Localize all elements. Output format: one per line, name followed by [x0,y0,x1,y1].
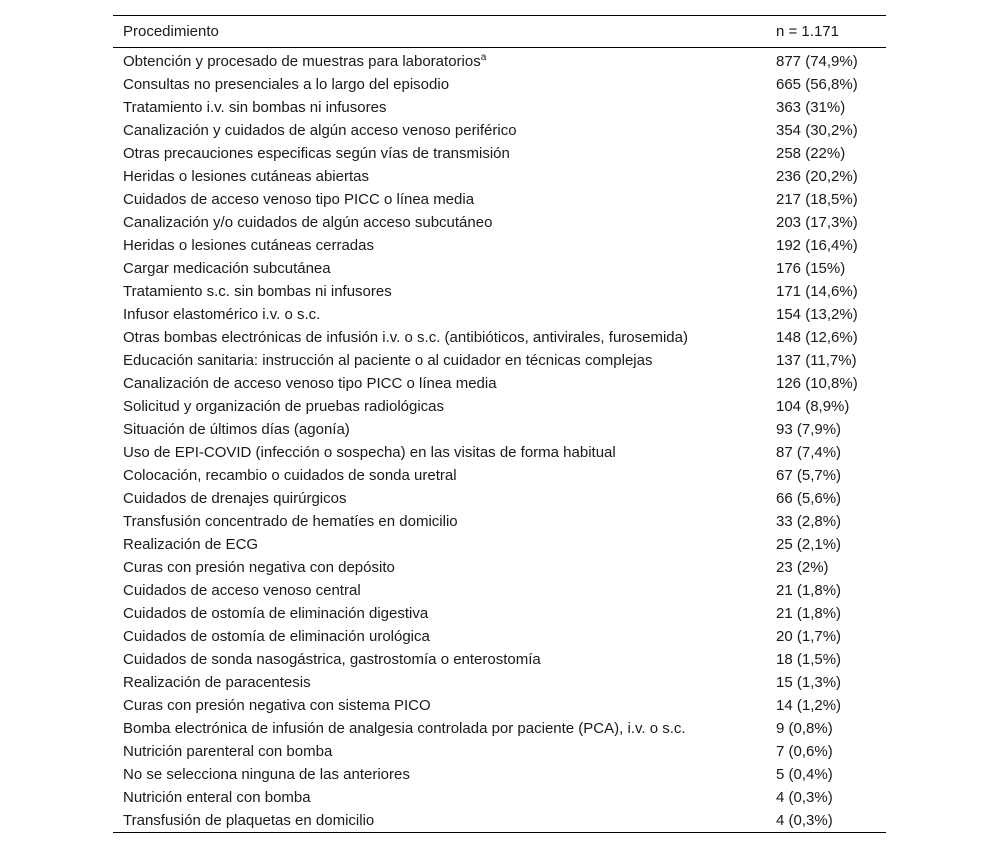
table-row [113,579,886,602]
procedure-cell [113,142,766,165]
procedure-label: Cuidados de sonda nasogástrica, gastrostomía o enterostomía [123,651,541,668]
procedure-label: No se selecciona ninguna de las anteriores [123,766,410,783]
count-cell: 137 (11,7%) [776,352,857,369]
procedure-cell [113,648,766,671]
count-cell: 104 (8,9%) [776,398,850,415]
table-row [113,48,886,74]
footnote-marker: a [480,52,487,63]
procedure-cell [113,165,766,188]
procedure-cell [113,694,766,717]
procedure-label: Curas con presión negativa con sistema PICO [123,697,431,714]
count-cell: 148 (12,6%) [776,329,858,346]
table-row [113,119,886,142]
table-row [113,211,886,234]
procedure-label: Nutrición parenteral con bomba [123,743,333,760]
count-cell: 217 (18,5%) [776,191,858,208]
count-cell: 7 (0,6%) [776,743,833,760]
table-row [113,257,886,280]
table-row [113,395,886,418]
table-body [113,48,886,833]
count-cell: 665 (56,8%) [776,76,858,93]
procedure-cell [113,763,766,786]
count-cell: 93 (7,9%) [776,421,842,438]
count-cell: 203 (17,3%) [776,214,858,231]
procedure-cell [113,717,766,740]
table-header-row [113,16,886,48]
procedure-label: Obtención y procesado de muestras para laboratorios [123,53,481,70]
count-cell: 192 (16,4%) [776,237,858,254]
table-row [113,441,886,464]
procedure-cell [113,188,766,211]
procedure-label: Heridas o lesiones cutáneas abiertas [123,168,369,185]
procedure-label: Heridas o lesiones cutáneas cerradas [123,237,374,254]
table-row [113,487,886,510]
table-row [113,786,886,809]
table-row [113,464,886,487]
procedure-label: Canalización y/o cuidados de algún acceso subcutáneo [123,214,493,231]
table-row [113,280,886,303]
count-cell: 23 (2%) [776,559,829,576]
procedure-cell [113,625,766,648]
table-row [113,809,886,833]
procedure-cell [113,786,766,809]
procedure-label: Bomba electrónica de infusión de analgesia controlada por paciente (PCA), i.v. o s.c. [123,720,686,737]
procedure-label: Infusor elastomérico i.v. o s.c. [123,306,321,323]
procedure-label: Colocación, recambio o cuidados de sonda uretral [123,467,457,484]
table-row [113,510,886,533]
procedure-label: Transfusión concentrado de hematíes en domicilio [123,513,458,530]
count-cell: 25 (2,1%) [776,536,842,553]
procedure-cell [113,441,766,464]
procedure-label: Curas con presión negativa con depósito [123,559,395,576]
count-cell: 126 (10,8%) [776,375,858,392]
table-row [113,73,886,96]
table-row [113,740,886,763]
count-cell: 21 (1,8%) [776,605,842,622]
procedure-label: Cargar medicación subcutánea [123,260,331,277]
count-cell: 9 (0,8%) [776,720,833,737]
count-cell: 4 (0,3%) [766,809,886,833]
procedure-cell [113,280,766,303]
procedure-label: Canalización de acceso venoso tipo PICC o línea media [123,375,497,392]
procedure-cell [113,533,766,556]
table-row [113,96,886,119]
table-row [113,188,886,211]
count-cell: 87 (7,4%) [776,444,842,461]
table-row [113,694,886,717]
procedure-label: Otras precauciones especificas según vías de transmisión [123,145,510,162]
count-cell: 363 (31%) [776,99,846,116]
table-row [113,418,886,441]
procedure-label: Consultas no presenciales a lo largo del episodio [123,76,450,93]
procedure-cell [113,487,766,510]
procedure-cell [113,372,766,395]
procedure-label: Cuidados de acceso venoso tipo PICC o línea media [123,191,475,208]
procedure-cell [113,740,766,763]
procedure-label: Educación sanitaria: instrucción al paciente o al cuidador en técnicas complejas [123,352,653,369]
procedure-cell [113,418,766,441]
count-cell: 21 (1,8%) [776,582,842,599]
procedures-table [113,15,886,833]
procedure-cell [113,579,766,602]
procedure-label: Otras bombas electrónicas de infusión i.v. o s.c. (antibióticos, antivirales, furosemida) [123,329,688,346]
procedure-label: Tratamiento s.c. sin bombas ni infusores [123,283,392,300]
procedure-label: Cuidados de ostomía de eliminación urológica [123,628,430,645]
procedure-label: Cuidados de drenajes quirúrgicos [123,490,347,507]
procedure-cell [113,395,766,418]
procedure-cell [113,809,766,833]
table-row [113,349,886,372]
procedure-label: Nutrición enteral con bomba [123,789,311,806]
table-row [113,625,886,648]
procedure-cell [113,48,766,74]
count-cell: 18 (1,5%) [776,651,842,668]
procedure-label: Solicitud y organización de pruebas radiológicas [123,398,445,415]
count-cell: 66 (5,6%) [776,490,842,507]
count-cell: 176 (15%) [776,260,846,277]
procedure-cell [113,464,766,487]
table-row [113,556,886,579]
table-row [113,648,886,671]
procedure-cell [113,257,766,280]
procedure-label: Cuidados de ostomía de eliminación digestiva [123,605,429,622]
count-cell: 258 (22%) [776,145,846,162]
procedure-label: Realización de paracentesis [123,674,311,691]
table-row [113,165,886,188]
count-cell: 14 (1,2%) [776,697,842,714]
count-cell: 236 (20,2%) [776,168,858,185]
table-row [113,602,886,625]
table-row [113,372,886,395]
count-cell: 20 (1,7%) [776,628,842,645]
procedure-cell [113,96,766,119]
table-row [113,717,886,740]
procedure-label: Canalización y cuidados de algún acceso venoso periférico [123,122,517,139]
procedure-label: Realización de ECG [123,536,259,553]
count-cell: 33 (2,8%) [776,513,842,530]
table-row [113,234,886,257]
procedure-cell [113,671,766,694]
procedure-cell [113,326,766,349]
table-row [113,326,886,349]
count-cell: 354 (30,2%) [776,122,858,139]
procedure-label: Situación de últimos días (agonía) [123,421,350,438]
procedure-label: Transfusión de plaquetas en domicilio [123,812,375,829]
procedure-label: Uso de EPI-COVID (infección o sospecha) en las visitas de forma habitual [123,444,616,461]
count-cell: 5 (0,4%) [776,766,833,783]
procedure-cell [113,234,766,257]
procedure-cell [113,556,766,579]
procedure-cell [113,73,766,96]
procedure-cell [113,510,766,533]
table-row [113,671,886,694]
table-row [113,303,886,326]
count-cell: 171 (14,6%) [776,283,858,300]
table-row [113,763,886,786]
count-cell: 15 (1,3%) [776,674,842,691]
procedure-label: Cuidados de acceso venoso central [123,582,361,599]
header-procedure: Procedimiento [123,23,219,40]
procedures-table-container [113,15,886,833]
count-cell: 4 (0,3%) [776,789,833,806]
procedure-cell [113,303,766,326]
header-n: n = 1.171 [776,23,839,40]
procedure-cell [113,602,766,625]
procedure-cell [113,349,766,372]
table-row [113,142,886,165]
procedure-label: Tratamiento i.v. sin bombas ni infusores [123,99,387,116]
count-cell: 67 (5,7%) [776,467,842,484]
table-row [113,533,886,556]
count-cell: 877 (74,9%) [776,53,858,70]
count-cell: 154 (13,2%) [776,306,858,323]
procedure-cell [113,211,766,234]
procedure-cell [113,119,766,142]
